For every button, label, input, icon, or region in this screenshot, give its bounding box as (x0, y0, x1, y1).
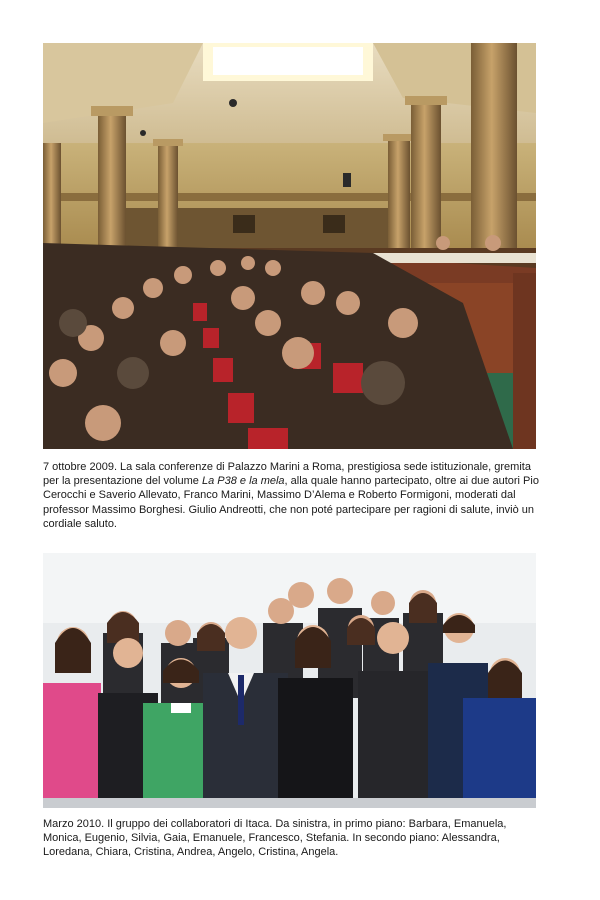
conference-photo-caption (43, 460, 543, 531)
caption-text-part1: 7 ottobre 2009. La sala conferenze di Palazzo Marini a Roma, prestigiosa sede istituzionale, gremita per la presentazione del volume (43, 461, 531, 488)
conference-hall-image (43, 43, 536, 449)
book-title: La P38 e la mela (201, 475, 285, 488)
caption-text-part2: , alla quale hanno partecipato, oltre ai due autori Pio Cerocchi e Saverio Allevato, Franco Marini, Massimo D’Alema e Roberto Formigoni, moderati dal professor Massimo Borghesi. Giulio Andreotti, che non poté partecipare per ragioni di salute, inviò un cordiale saluto. (43, 475, 539, 530)
group-portrait-image (43, 553, 536, 808)
group-photo-caption: Marzo 2010. Il gruppo dei collaboratori di Itaca. Da sinistra, in primo piano: Barbara, Emanuela, Monica, Eugenio, Silvia, Gaia, Emanuele, Francesco, Stefania. In secondo piano: Alessandra, Loredana, Chiara, Cristina, Andrea, Angelo, Cristina, Angela. (43, 818, 507, 859)
conference-hall-photo (43, 43, 536, 449)
group-portrait-photo (43, 553, 536, 808)
